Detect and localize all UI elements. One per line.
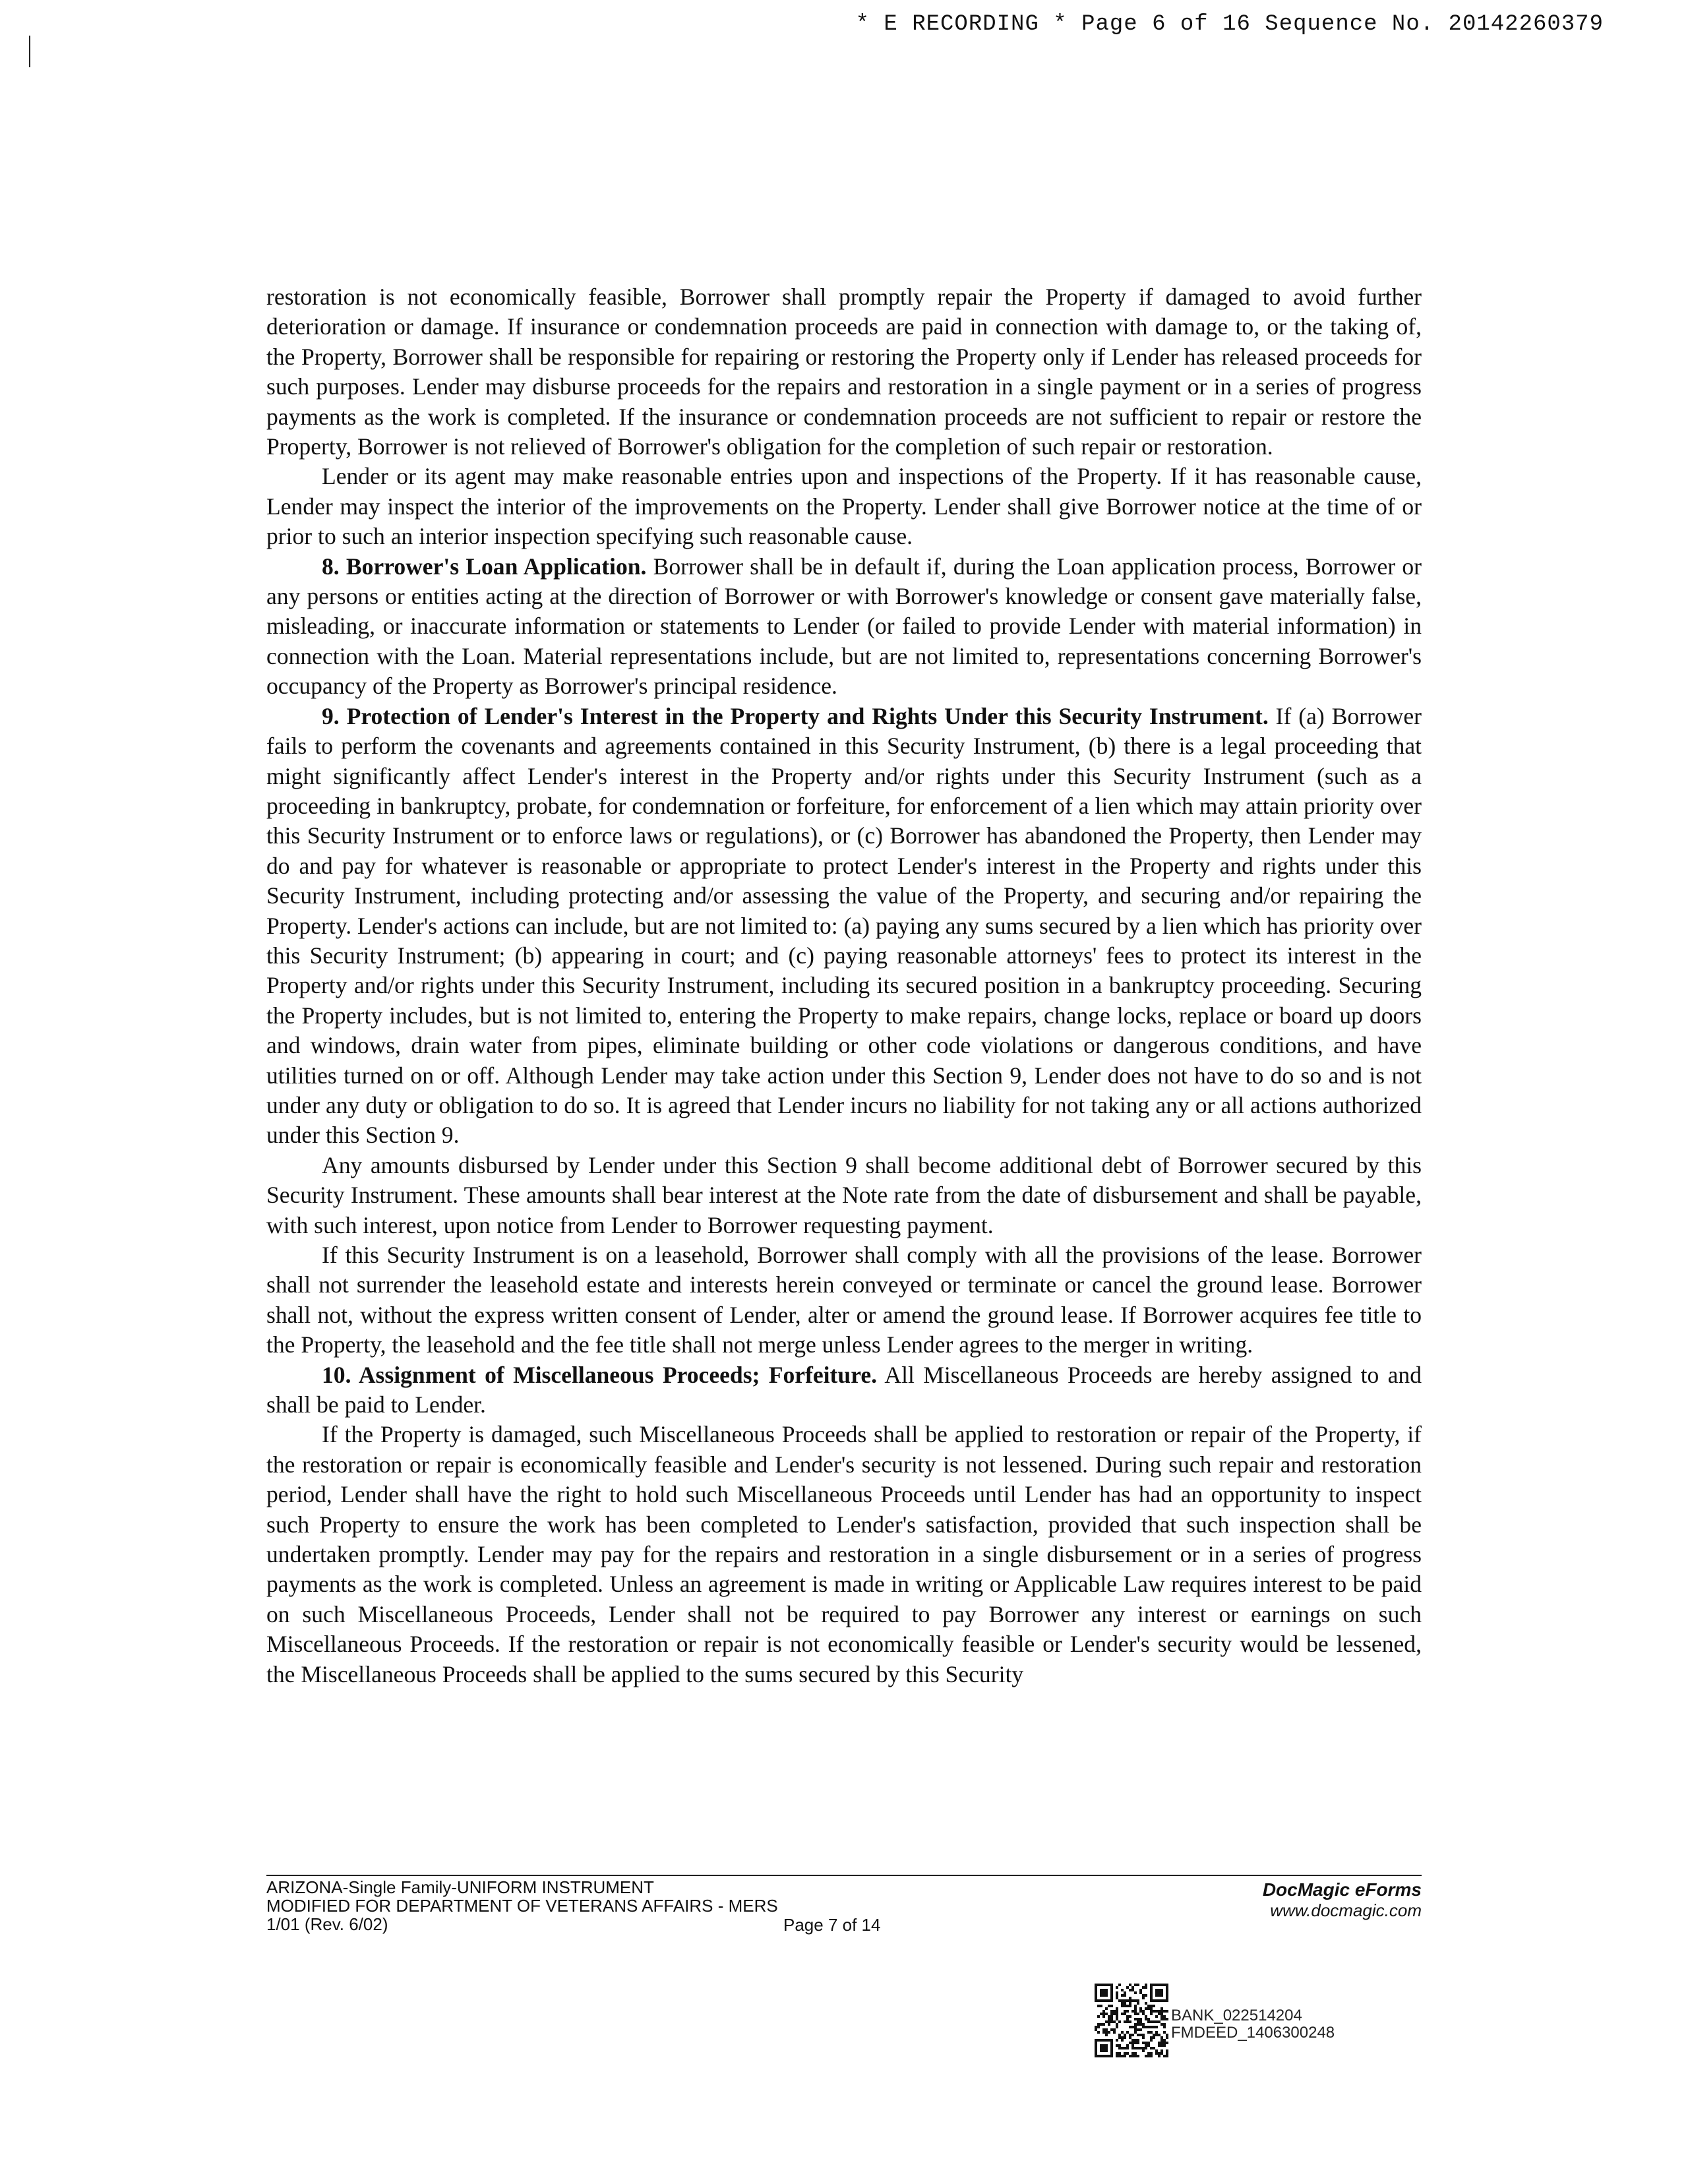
qr-barcode-icon — [1095, 1984, 1168, 2057]
paragraph-text: Lender or its agent may make reasonable entries upon and inspections of the Property. If it has reasonable cause, Lender may inspect the interior of the improvements on the Property. Lender shall give Borrower notice at the time of or prior to such an interior inspection specifying such reasonable cause. — [266, 463, 1422, 550]
section-heading: 9. Protection of Lender's Interest in the Property and Rights Under this Security Instrument. — [322, 702, 1269, 729]
barcode-labels — [1171, 2007, 1335, 2042]
paragraph — [266, 702, 1422, 1151]
footer-form-subtitle: MODIFIED FOR DEPARTMENT OF VETERANS AFFAIRS - MERS — [266, 1896, 778, 1916]
paragraph-text: Borrower shall be in default if, during the Loan application process, Borrower or any persons or entities acting at the direction of Borrower or with Borrower's knowledge or consent gave materially false, misleading, or inaccurate information or statements to Lender (or failed to provide Lender with material information) in connection with the Loan. Material representations include, but are not limited to, representations concerning Borrower's occupancy of the Property as Borrower's principal residence. — [266, 553, 1422, 700]
docmagic-url: www.docmagic.com — [1270, 1900, 1422, 1920]
paragraph — [266, 1420, 1422, 1689]
paragraph — [266, 282, 1422, 462]
recording-header: * E RECORDING * Page 6 of 16 Sequence No. 20142260379 — [855, 12, 1604, 37]
footer-form-revision: 1/01 (Rev. 6/02) — [266, 1914, 388, 1934]
paragraph — [266, 552, 1422, 702]
scan-mark — [29, 36, 30, 67]
paragraph-text: All Miscellaneous Proceeds are hereby assigned to and shall be paid to Lender. — [266, 1361, 1422, 1418]
body-text — [266, 282, 1422, 1689]
paragraph-text: If (a) Borrower fails to perform the covenants and agreements contained in this Security Instrument, (b) there is a legal proceeding that might significantly affect Lender's interest in the Property and/or rights under this Security Instrument (such as a proceeding in bankruptcy, probate, for condemnation or forfeiture, for enforcement of a lien which may attain priority over this Security Instrument or to enforce laws or regulations), or (c) Borrower has abandoned the Property, then Lender may do and pay for whatever is reasonable or appropriate to protect Lender's interest in the Property and rights under this Security Instrument, including protecting and/or assessing the value of the Property, and securing and/or repairing the Property. Lender's actions can include, but are not limited to: (a) paying any sums secured by a lien which has priority over this Security Instrument; (b) appearing in court; and (c) paying reasonable attorneys' fees to protect its interest in the Property and/or rights under this Security Instrument, including its secured position in a bankruptcy proceeding. Securing the Property includes, but is not limited to, entering the Property to make repairs, change locks, replace or board up doors and windows, drain water from pipes, eliminate building or other code violations or dangerous conditions, and have utilities turned on or off. Although Lender may take action under this Section 9, Lender does not have to do so and is not under any duty or obligation to do so. It is agreed that Lender incurs no liability for not taking any or all actions authorized under this Section 9. — [266, 702, 1422, 1149]
footer-rule — [266, 1875, 1422, 1876]
paragraph-text: Any amounts disbursed by Lender under this Section 9 shall become additional debt of Borrower secured by this Security Instrument. These amounts shall bear interest at the Note rate from the date of disbursement and shall be payable, with such interest, upon notice from Lender to Borrower requesting payment. — [266, 1151, 1422, 1238]
footer-form-title: ARIZONA-Single Family-UNIFORM INSTRUMENT — [266, 1877, 654, 1897]
paragraph — [266, 462, 1422, 551]
paragraph-text: If the Property is damaged, such Miscellaneous Proceeds shall be applied to restoration or repair of the Property, if the restoration or repair is economically feasible and Lender's security is not lessened. During such repair and restoration period, Lender shall have the right to hold such Miscellaneous Proceeds until Lender has had an opportunity to inspect such Property to ensure the work has been completed to Lender's satisfaction, provided that such inspection shall be undertaken promptly. Lender may pay for the repairs and restoration in a single disbursement or in a series of progress payments as the work is completed. Unless an agreement is made in writing or Applicable Law requires interest to be paid on such Miscellaneous Proceeds, Lender shall not be required to pay Borrower any interest or earnings on such Miscellaneous Proceeds. If the restoration or repair is not economically feasible or Lender's security would be lessened, the Miscellaneous Proceeds shall be applied to the sums secured by this Security — [266, 1421, 1422, 1687]
paragraph-text: If this Security Instrument is on a leasehold, Borrower shall comply with all the provisions of the lease. Borrower shall not surrender the leasehold estate and interests herein conveyed or terminate or cancel the ground lease. Borrower shall not, without the express written consent of Lender, alter or amend the ground lease. If Borrower acquires fee title to the Property, the leasehold and the fee title shall not merge unless Lender agrees to the merger in writing. — [266, 1242, 1422, 1358]
barcode-label-bank: BANK_022514204 — [1171, 2007, 1302, 2024]
footer-brand — [1263, 1879, 1422, 1920]
docmagic-logo: DocMagic eForms — [1262, 1879, 1422, 1900]
paragraph — [266, 1360, 1422, 1420]
footer-page-number: Page 7 of 14 — [783, 1915, 881, 1935]
section-heading: 8. Borrower's Loan Application. — [322, 553, 647, 580]
section-heading: 10. Assignment of Miscellaneous Proceeds; Forfeiture. — [322, 1361, 878, 1388]
paragraph — [266, 1151, 1422, 1240]
paragraph-text: restoration is not economically feasible, Borrower shall promptly repair the Property if damaged to avoid further deterioration or damage. If insurance or condemnation proceeds are paid in connection with damage to, or the taking of, the Property, Borrower shall be responsible for repairing or restoring the Property only if Lender has released proceeds for such purposes. Lender may disburse proceeds for the repairs and restoration in a single payment or in a series of progress payments as the work is completed. If the insurance or condemnation proceeds are not sufficient to repair or restore the Property, Borrower is not relieved of Borrower's obligation for the completion of such repair or restoration. — [266, 284, 1422, 460]
paragraph — [266, 1240, 1422, 1360]
barcode-label-deed: FMDEED_1406300248 — [1171, 2024, 1335, 2042]
